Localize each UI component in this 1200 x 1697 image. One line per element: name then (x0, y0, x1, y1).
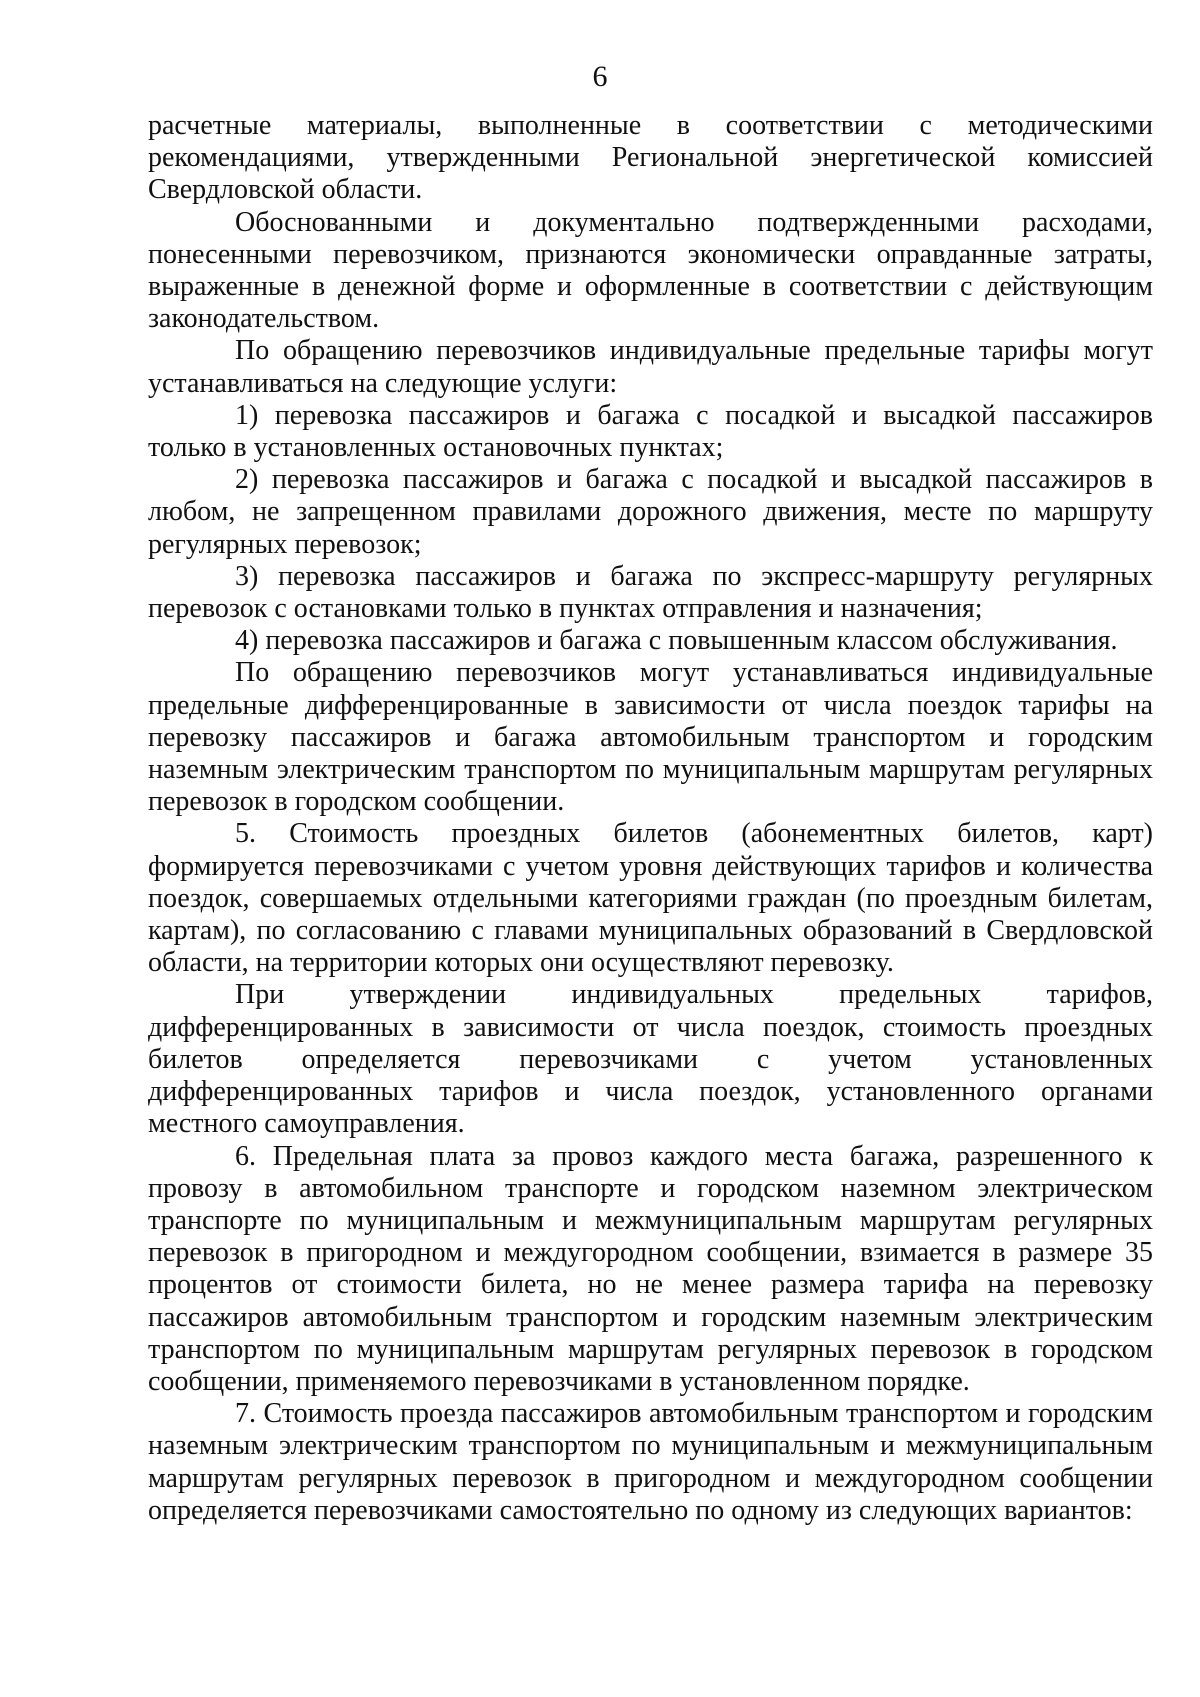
paragraph-differentiated-tariffs: По обращению перевозчиков могут устанавливаться индивидуальные предельные дифференцированные в зависимости от числа поездок тарифы на перевозку пассажиров и багажа автомобильным транспортом и городским наземным электрическим транспортом по муниципальным маршрутам регулярных перевозок в городском сообщении. (148, 657, 1153, 818)
list-item-2: 2) перевозка пассажиров и багажа с посадкой и высадкой пассажиров в любом, не запрещенном правилами дорожного движения, месте по маршруту регулярных перевозок; (148, 464, 1153, 560)
section-7-fare-calculation: 7. Стоимость проезда пассажиров автомобильным транспортом и городским наземным электрическим транспортом по муниципальным и межмуниципальным маршрутам регулярных перевозок в пригородном и междугородном сообщении определяется перевозчиками самостоятельно по одному из следующих вариантов: (148, 1398, 1153, 1526)
paragraph-ticket-cost-approval: При утверждении индивидуальных предельных тарифов, дифференцированных в зависимости от числа поездок, стоимость проездных билетов определяется перевозчиками с учетом установленных дифференцированных тарифов и числа поездок, установленного органами местного самоуправления. (148, 979, 1153, 1140)
page-number: 6 (592, 60, 608, 93)
list-item-3: 3) перевозка пассажиров и багажа по экспресс-маршруту регулярных перевозок с остановками только в пунктах отправления и назначения; (148, 560, 1153, 625)
paragraph-justified-expenses: Обоснованными и документально подтвержденными расходами, понесенными перевозчиком, признаются экономически оправданные затраты, выраженные в денежной форме и оформленные в соответствии с действующим законодательством. (148, 206, 1153, 335)
paragraph-individual-tariffs-services: По обращению перевозчиков индивидуальные предельные тарифы могут устанавливаться на следующие услуги: (148, 335, 1153, 399)
list-item-4: 4) перевозка пассажиров и багажа с повышенным классом обслуживания. (235, 625, 1118, 657)
document-body (148, 110, 1153, 1527)
paragraph-continuation: расчетные материалы, выполненные в соответствии с методическими рекомендациями, утвержденными Региональной энергетической комиссией Свердловской области. (148, 110, 1153, 206)
section-5-ticket-cost: 5. Стоимость проездных билетов (абонементных билетов, карт) формируется перевозчиками с учетом уровня действующих тарифов и количества поездок, совершаемых отдельными категориями граждан (по проездным билетам, картам), по согласованию с главами муниципальных образований в Свердловской области, на территории которых они осуществляют перевозку. (148, 818, 1153, 979)
list-item-1: 1) перевозка пассажиров и багажа с посадкой и высадкой пассажиров только в установленных остановочных пунктах; (148, 399, 1153, 464)
section-6-baggage-fee: 6. Предельная плата за провоз каждого места багажа, разрешенного к провозу в автомобильном транспорте и городском наземном электрическом транспорте по муниципальным и межмуниципальным маршрутам регулярных перевозок в пригородном и междугородном сообщении, взимается в размере 35 процентов от стоимости билета, но не менее размера тарифа на перевозку пассажиров автомобильным транспортом и городским наземным электрическим транспортом по муниципальным маршрутам регулярных перевозок в городском сообщении, применяемого перевозчиками в установленном порядке. (148, 1140, 1153, 1397)
